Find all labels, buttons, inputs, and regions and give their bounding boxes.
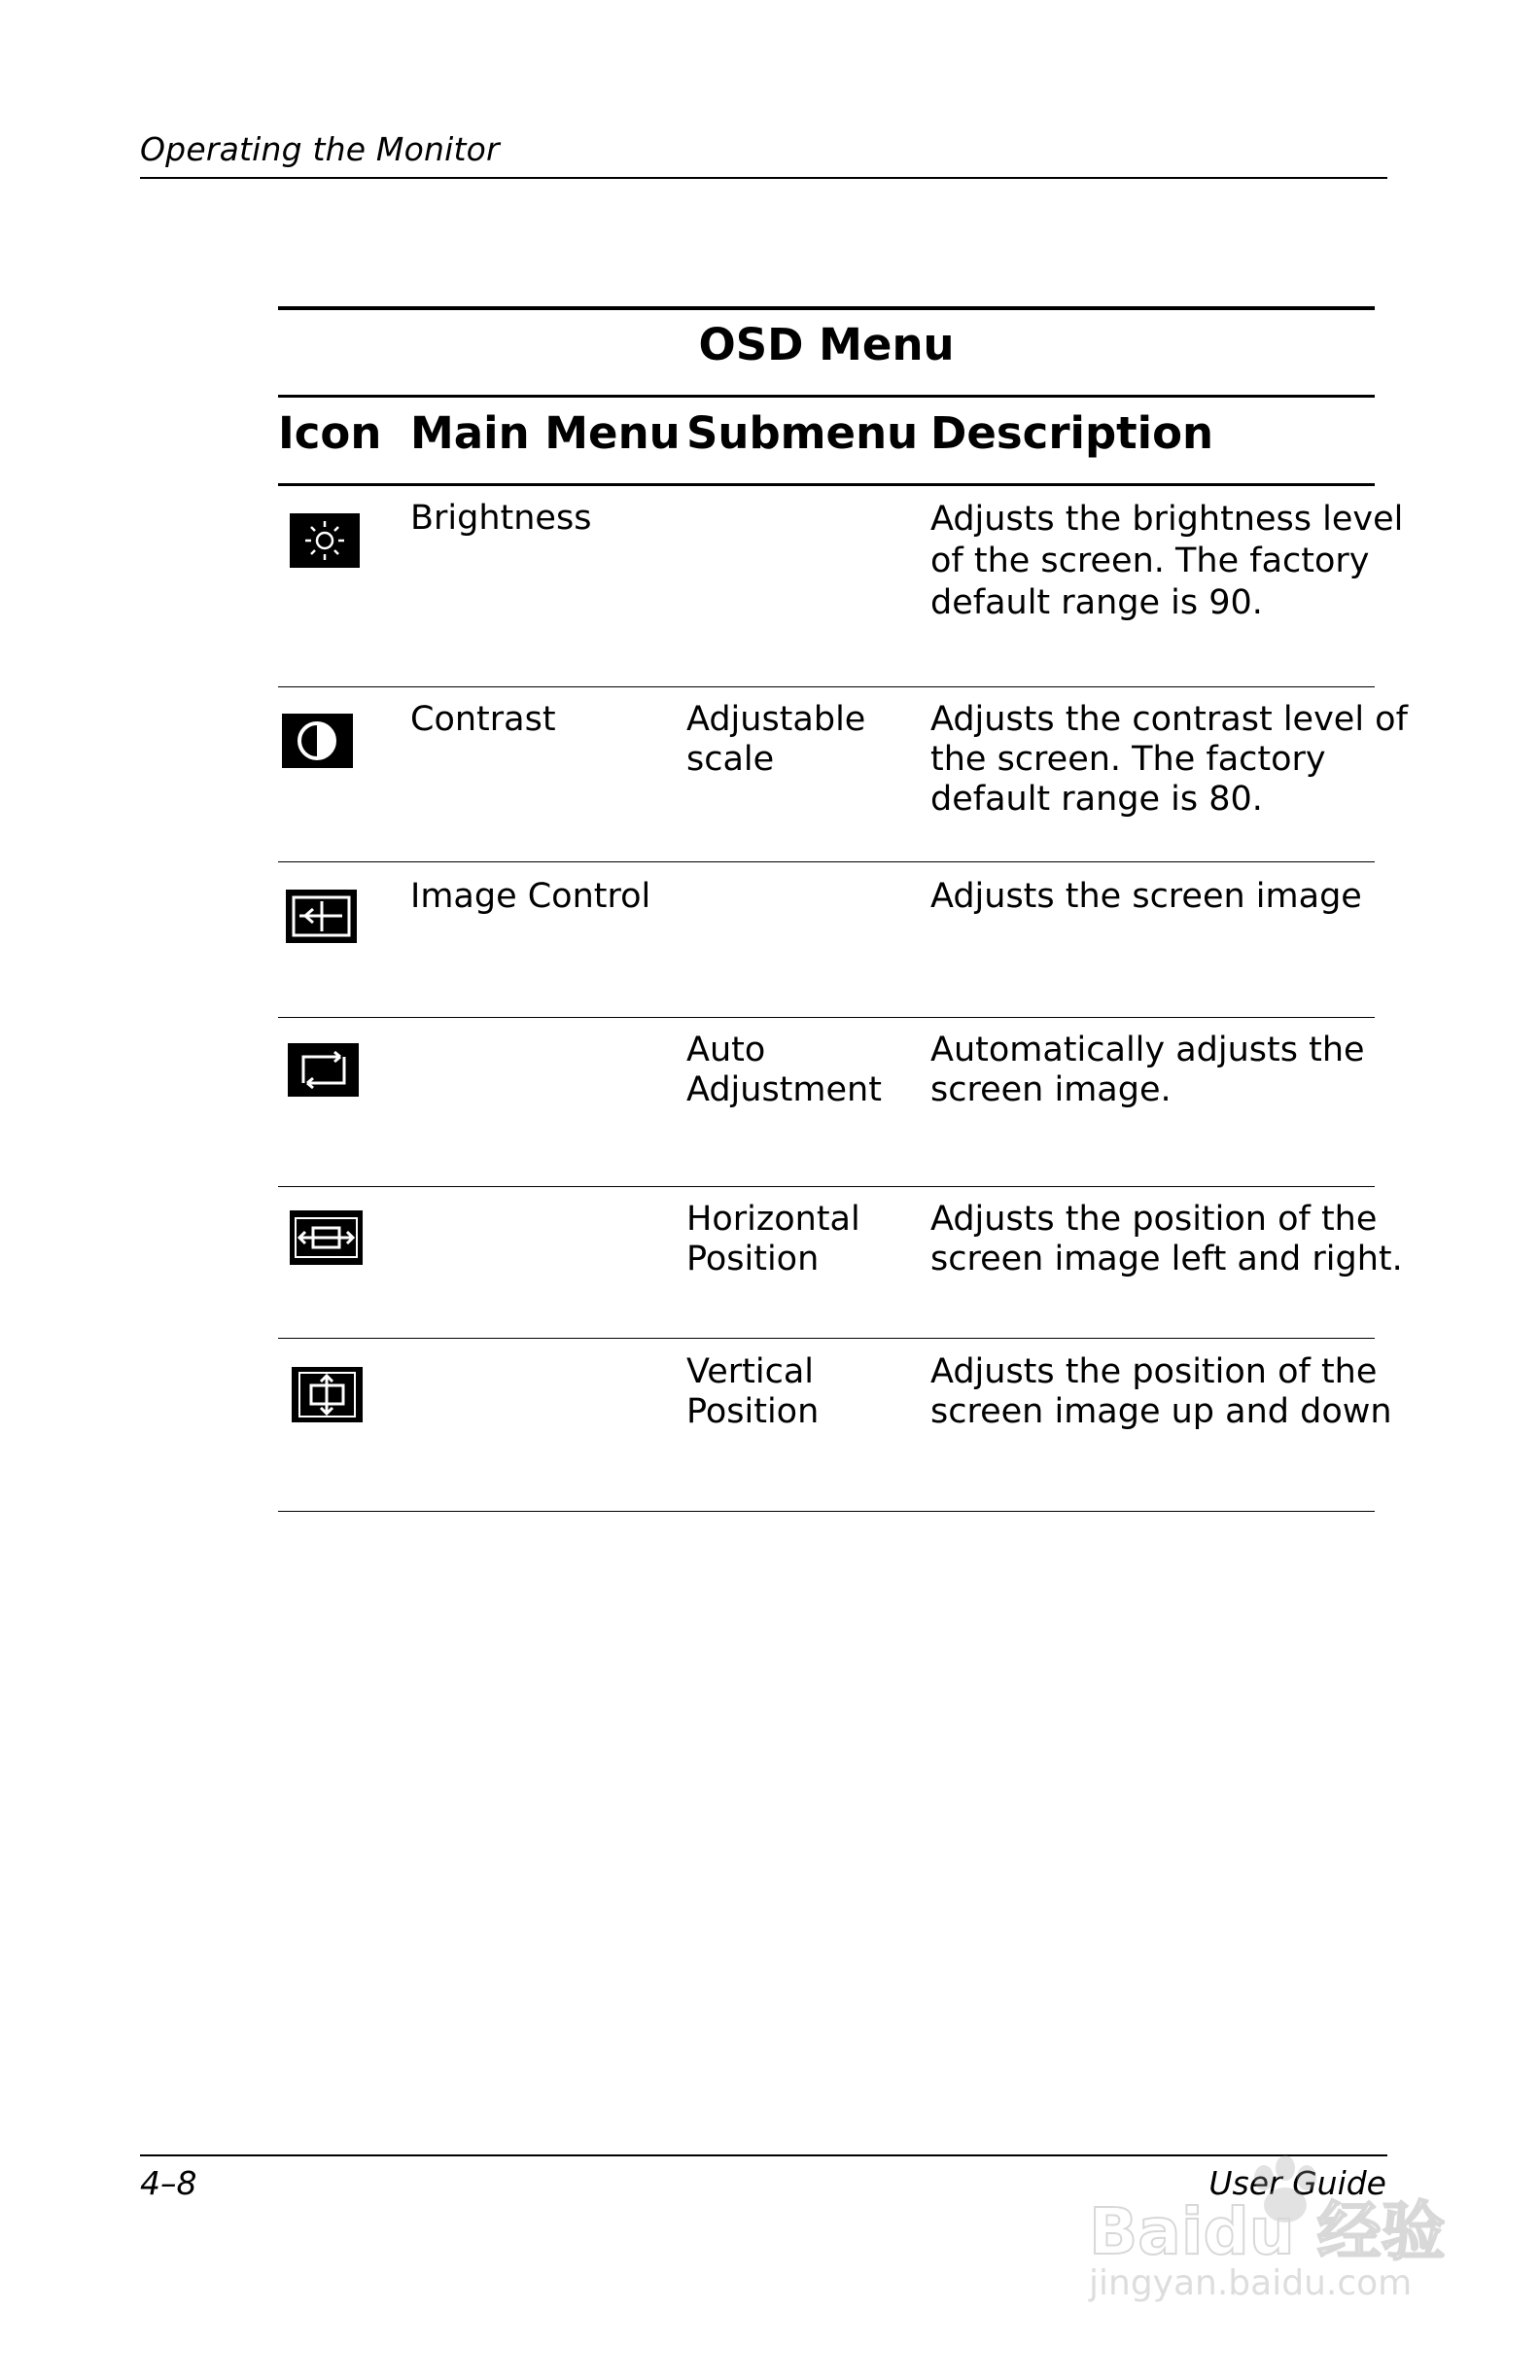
row-horizontal-position-submenu: Horizontal Position [686, 1200, 860, 1278]
row-divider [278, 686, 1375, 687]
column-header-main-menu: Main Menu [410, 407, 681, 459]
table-header-rule [278, 483, 1375, 486]
footer-doc-title: User Guide [1208, 2164, 1386, 2202]
watermark-url: jingyan.baidu.com [1089, 2263, 1413, 2303]
row-vertical-position-submenu: Vertical Position [686, 1352, 820, 1431]
column-header-description: Description [930, 407, 1214, 459]
contrast-icon [282, 714, 353, 768]
row-divider [278, 1017, 1375, 1018]
baidu-watermark [1079, 2139, 1468, 2304]
brightness-icon [290, 513, 360, 568]
vertical-position-icon [292, 1367, 363, 1422]
table-top-rule [278, 306, 1375, 310]
row-horizontal-position-description: Adjusts the position of the screen image left and right. [930, 1200, 1403, 1278]
watermark-brand: Baidu 经验 [1089, 2194, 1446, 2269]
table-bottom-rule [278, 1511, 1375, 1512]
row-image-control-main-menu: Image Control [410, 877, 651, 916]
row-vertical-position-description: Adjusts the position of the screen image up and down [930, 1352, 1392, 1431]
row-divider [278, 1186, 1375, 1187]
row-contrast-submenu: Adjustable scale [686, 700, 866, 779]
running-header: Operating the Monitor [140, 130, 500, 168]
row-brightness-description: Adjusts the brightness level of the screen. The factory default range is 90. [930, 500, 1404, 622]
row-auto-adjustment-submenu: Auto Adjustment [686, 1031, 882, 1109]
image-control-icon [286, 890, 357, 943]
row-image-control-description: Adjusts the screen image [930, 877, 1362, 916]
header-rule [140, 177, 1387, 179]
row-auto-adjustment-description: Automatically adjusts the screen image. [930, 1031, 1365, 1109]
table-title-rule [278, 395, 1375, 398]
row-contrast-main-menu: Contrast [410, 700, 556, 739]
column-header-icon: Icon [278, 407, 382, 459]
table-title: OSD Menu [698, 319, 955, 370]
row-divider [278, 861, 1375, 862]
row-divider [278, 1338, 1375, 1339]
auto-adjustment-icon [288, 1043, 359, 1097]
page-number: 4–8 [140, 2164, 197, 2202]
column-header-submenu: Submenu [686, 407, 919, 459]
row-contrast-description: Adjusts the contrast level of the screen. The factory default range is 80. [930, 700, 1408, 819]
row-brightness-main-menu: Brightness [410, 499, 592, 538]
horizontal-position-icon [290, 1210, 363, 1265]
